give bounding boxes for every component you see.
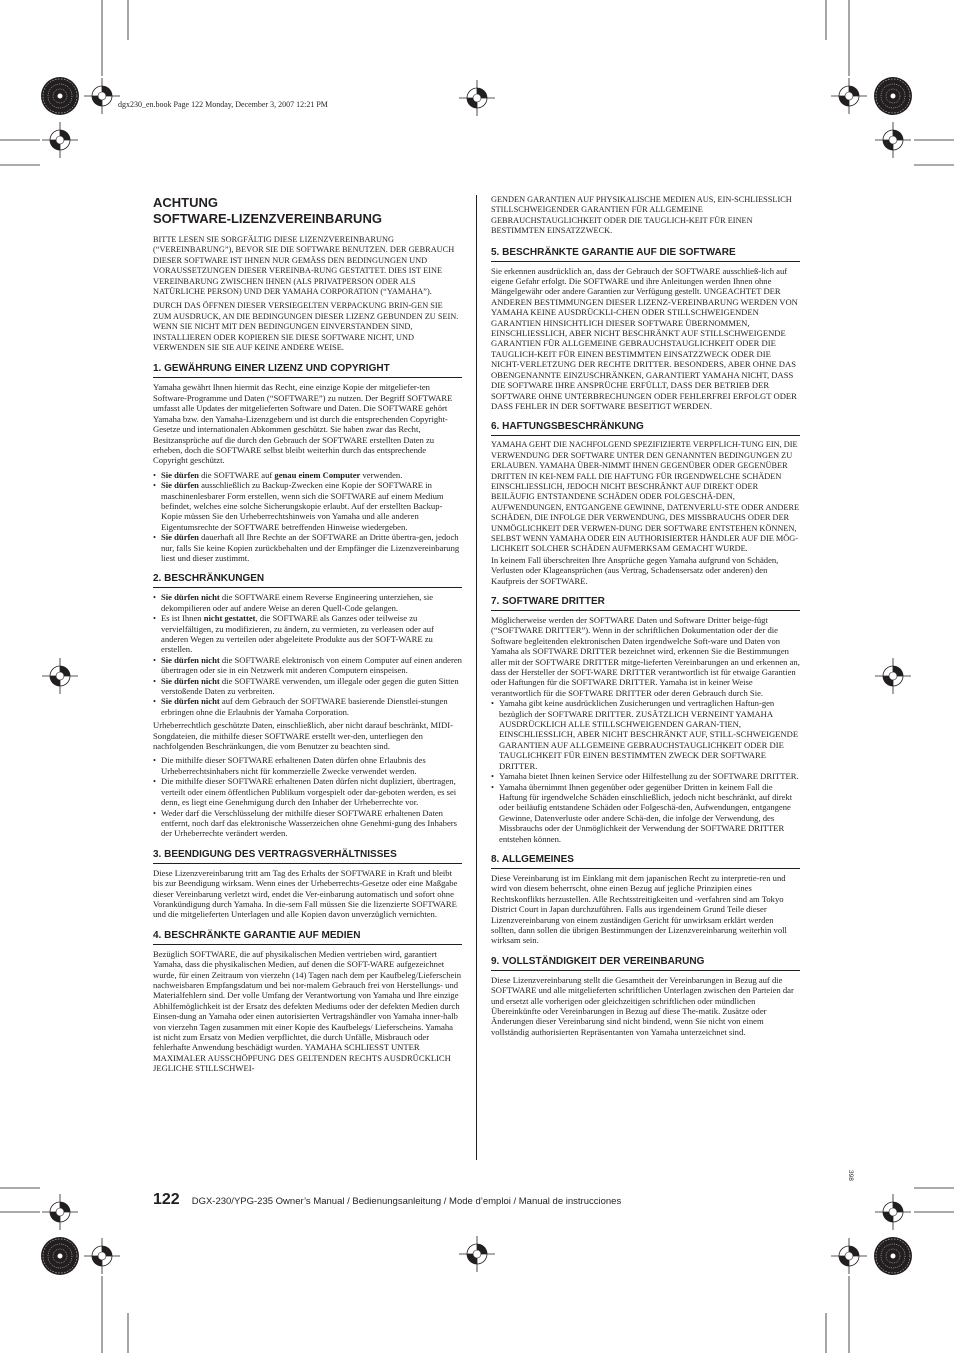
section-paragraph: Sie erkennen ausdrücklich an, dass der Gebrauch der SOFTWARE ausschließ-lich auf eigene Gefahr erfolgt. Die SOFTWARE und ihre Anleitungen werden Ihnen ohne Mängelgewähr oder andere Garantien zur Verfügung gestellt. UNGEACHTET DER ANDEREN BESTIMMUNGEN DIESER LIZENZ-VEREINBARUNG WERDEN VON YAMAHA KEINE AUSDRÜCKLI-CHEN ODER STILLSCHWEIGENDEN GARANTIEN HINSICHTLICH DIESER SOFTWARE ÜBERNOMMEN, EINSCHLIESSLICH, ABER NICHT BESCHRÄNKT AUF STILLSCHWEIGENDE GARANTIEN FÜR ALLGEMEINE GEBRAUCHSTAUGLICHKEIT ODER DIE TAUGLICH-KEIT FÜR EINEN BESTIMMTEN EINSATZZWECK ODER DIE NICHT-VERLETZUNG DER RECHTE DRITTER. BESONDERS, ABER OHNE DAS OBENGENANNTE EINZUSCHRÄNKEN, GARANTIERT YAMAHA NICHT, DASS DIE SOFTWARE IHRE ANSPRÜCHE ERFÜLLT, DASS DER BETRIEB DER SOFTWARE OHNE UNTERBRECHUNGEN ODER FEHLERFREI ERFOLGT ODER DASS FEHLER IN DER SOFTWARE BESEITIGT WERDEN. <box>491 265 798 411</box>
list-item: • Es ist Ihnen nicht gestattet, die SOFTWARE als Ganzes oder teilweise zu vervielfältigen, zu modifizieren, zu ändern, zu vermieten, zu verleasen oder auf anderen Wegen zu verteilen oder abgeleitete Produkte aus der SOFT-WARE zu erstellen. <box>153 613 462 655</box>
section-heading: 7. SOFTWARE DRITTER <box>491 596 800 611</box>
crosshair-mark <box>831 1238 867 1274</box>
crosshair-mark <box>459 1236 495 1272</box>
column-divider <box>476 195 477 1160</box>
crosshair-mark <box>875 658 911 694</box>
page-footer <box>153 1191 621 1209</box>
list-item: • Sie dürfen dauerhaft all Ihre Rechte an der SOFTWARE an Dritte übertra-gen, jedoch nur, falls Sie keine Kopien zurückbehalten und der Empfänger die Lizenzvereinbarung liest und dieser zustimmt. <box>153 532 462 563</box>
crosshair-mark <box>875 122 911 158</box>
manual-title: DGX-230/YPG-235 Owner’s Manual / Bedienungsanleitung / Mode d’emploi / Manual de instrucciones <box>191 1196 622 1207</box>
side-page-code: 398 <box>847 1170 854 1181</box>
section-heading: 1. GEWÄHRUNG EINER LIZENZ UND COPYRIGHT <box>153 363 462 378</box>
list-item: • Yamaha gibt keine ausdrücklichen Zusicherungen und vertraglichen Haftun-gen bezüglich der SOFTWARE DRITTER. ZUSÄTZLICH VERNEINT YAMAHA AUSDRÜCKLICH ALLE STILLSCHWEIGENDEN GARAN-TIEN, EINSCHLIESSLICH, ABER NICHT BESCHRÄNKT AUF, STILL-SCHWEIGENDE GARANTIEN AUF ALLGEMEINE GEBRAUCHSTAUGLICHKEIT ODER DIE TAUGLICHKEIT FÜR EINEN BESTIMMTEN ZWECK DER SOFTWARE DRITTER. <box>491 698 800 771</box>
intro-paragraph: DURCH DAS ÖFFNEN DIESER VERSIEGELTEN VERPACKUNG BRIN-GEN SIE ZUM AUSDRUCK, AN DIE BEDINGUNGEN DIESER LIZENZ GEBUNDEN ZU SEIN. WENN SIE NICHT MIT DEN BEDINGUNGEN EINVERSTANDEN SIND, INSTALLIEREN ODER KOPIEREN SIE DIESE SOFTWARE NICHT, UND VERWENDEN SIE SIE AUF KEINE ANDERE WEISE. <box>153 301 459 353</box>
crosshair-mark <box>831 78 867 114</box>
section-heading: 9. VOLLSTÄNDIGKEIT DER VEREINBARUNG <box>491 956 800 971</box>
list-item: • Sie dürfen nicht die SOFTWARE einem Reverse Engineering unterziehen, sie dekompilieren oder auf andere Weise an deren Quell-Code gelangen. <box>153 592 462 613</box>
section-heading: 6. HAFTUNGSBESCHRÄNKUNG <box>491 421 800 436</box>
crosshair-mark <box>84 1238 120 1274</box>
list-item: • Sie dürfen nicht die SOFTWARE elektronisch von einem Computer auf einen anderen übertragen oder sie in ein Netzwerk mit anderen Computern einspeisen. <box>153 655 462 676</box>
list-item: • Weder darf die Verschlüsselung der mithilfe dieser SOFTWARE erhaltenen Daten entfernt, noch darf das elektronische Wasserzeichen ohne Genehmi-gung des Inhabers der Urheberrechte verändert werden. <box>153 808 462 839</box>
section-heading: 5. BESCHRÄNKTE GARANTIE AUF DIE SOFTWARE <box>491 247 800 262</box>
list-item: • Sie dürfen nicht auf dem Gebrauch der SOFTWARE basierende Dienstlei-stungen erbringen ohne die Erlaubnis der Yamaha Corporation. <box>153 696 462 717</box>
intro-paragraph: BITTE LESEN SIE SORGFÄLTIG DIESE LIZENZVEREINBARUNG (“VEREINBARUNG”), BEVOR SIE DIE SOFTWARE BENUTZEN. DER GEBRAUCH DIESER SOFTWARE IST IHNEN NUR GEMÄSS DEN BEDINGUNGEN UND VORAUSSETZUNGEN DIESER VEREINBA-RUNG GESTATTET. DIES IST EINE VEREINBARUNG ZWISCHEN IHNEN (ALS PRIVATPERSON ODER ALS NATÜRLICHE PERSON) UND DER YAMAHA CORPORATION (“YAMAHA”). <box>153 235 455 297</box>
section-heading: 3. BEENDIGUNG DES VERTRAGSVERHÄLTNISSES <box>153 849 462 864</box>
section-heading: 2. BESCHRÄNKUNGEN <box>153 573 462 588</box>
section-paragraph: Bezüglich SOFTWARE, die auf physikalischen Medien vertrieben wird, garantiert Yamaha, dass die physikalischen Medien, auf denen die SOFT-WARE aufgezeichnet wurde, für einen Zeitraum von vierzehn (14) Tagen nach dem per Kaufbeleg/Lieferschein nachweisbaren Empfangsdatum und bei nor-malem Gebrauch frei von Herstellungs- und Materialfehlern sind. Der volle Umfang der Verantwortung von Yamaha und Ihre einzige Abhilfemöglichkeit ist der Ersatz des defekten Mediums oder der defekten Medien durch Einsen-dung an Yamaha oder einen autorisierten Vertragshändler von Yamaha inner-halb von vierzehn Tagen zusammen mit einer Kopie des Kaufbelegs/ Lieferscheins. Yamaha ist nicht zum Ersatz von Medien verpflichtet, die durch Unfälle, Misbrauch oder fehlerhafte Anwendung beschädigt wurden. YAMAHA SCHLIESST UNTER MAXIMALER AUSSCHÖPFUNG DES GELTENDEN RECHTS AUSDRÜCKLICH JEGLICHE STILLSCHWEI- <box>153 948 462 1074</box>
section-paragraph: Urheberrechtlich geschützte Daten, einschließlich, aber nicht darauf beschränkt, MIDI-Songdateien, die mithilfe dieser SOFTWARE erstellt wer-den, unterliegen den nachfolgenden Beschränkungen, die vom Benutzer zu beachten sind. <box>153 720 453 752</box>
document-title <box>153 195 462 226</box>
list-item: • Yamaha übernimmt Ihnen gegenüber oder gegenüber Dritten in keinem Fall die Haftung für irgendwelche Schäden einschließlich, jedoch nicht beschränkt, auf direkt oder beiläufig entstandene Schäden oder Folgeschä-den, Aufwendungen, entgangene Gewinne, Datenverluste oder andere Schä-den, die infolge der Verwendung, des Missbrauchs oder der Unmöglichkeit der Verwendung der SOFTWARE DRITTER entstehen können. <box>491 782 800 844</box>
list-item: • Sie dürfen ausschließlich zu Backup-Zwecken eine Kopie der SOFTWARE in maschinenlesbarer Form erstellen, wenn sich die SOFTWARE auf einem Medium befindet, welches eine solche Sicherungskopie erlaubt. Auf der erstellten Backup-Kopie müssen Sie den Urheberrechtshinweis von Yamaha und alle anderen Eigentumsrechte der SOFTWARE betreffenden Hinweise wiedergeben. <box>153 480 462 532</box>
corner-starburst-mark <box>874 1237 912 1275</box>
section-paragraph: Yamaha gewährt Ihnen hiermit das Recht, eine einzige Kopie der mitgeliefer-ten Software-Programme und Daten (“SOFTWARE”) zu nutzen. Der Begriff SOFTWARE umfasst alle Updates der mitgelieferten Software und Daten. Die SOFTWARE gehört Yamaha bzw. den Yamaha-Lizenzgebern und ist durch die entsprechenden Copyright-Gesetze und internationalen Abkommen geschützt. Sie haben zwar das Recht, Besitzansprüche auf die durch den Gebrauch der SOFTWARE erstellten Daten zu erheben, doch die SOFTWARE selbst bleibt weiterhin durch das entsprechende Copyright geschützt. <box>153 382 453 466</box>
list-item: • Die mithilfe dieser SOFTWARE erhaltenen Daten dürfen ohne Erlaubnis des Urheberrechtsinhabers nicht für kommerzielle Zwecke verwendet werden. <box>153 755 462 776</box>
section-paragraph: Diese Lizenzvereinbarung tritt am Tag des Erhalts der SOFTWARE in Kraft und bleibt bis zur Beendigung wirksam. Wenn eines der Urheberrechts-Gesetze oder eine Maßgabe dieser Vereinbarung verletzt wird, endet die Ver-einbarung automatisch und sofort ohne Vorankündigung durch Yamaha. In die-sem Fall müssen Sie die lizenzierte SOFTWARE und die mitgelieferten Unterlagen und alle Kopien davon unverzüglich vernichten. <box>153 867 458 920</box>
section-paragraph: Diese Vereinbarung ist im Einklang mit dem japanischen Recht zu interpretie-ren und wird von diesem beherrscht, ohne einen Bezug auf jegliche Prinzipien eines Rechtskonflikts herzustellen. Alle Rechtsstreitigkeiten und -verfahren sind am Tokyo District Court in Japan durchzuführen. Falls aus irgendeinem Grund Teile dieser Lizenzvereinbarung von einem zuständigen Gericht für unwirksam erklärt werden sollten, dann sollen die übrigen Bestimmungen der Lizenzvereinbarung weiterhin voll wirksam sein. <box>491 872 787 946</box>
crosshair-mark <box>42 658 78 694</box>
title-line-1: ACHTUNG <box>153 195 218 210</box>
list-item: • Sie dürfen nicht die SOFTWARE verwenden, um illegale oder gegen die guten Sitten verstoßende Daten zu verbreiten. <box>153 676 462 697</box>
bullet-list <box>153 592 462 717</box>
crosshair-mark <box>42 122 78 158</box>
crosshair-mark <box>42 1194 78 1230</box>
crosshair-mark <box>875 1194 911 1230</box>
left-column <box>153 195 462 1078</box>
list-item: • Sie dürfen die SOFTWARE auf genau einem Computer verwenden. <box>153 470 462 480</box>
page-number: 122 <box>153 1191 180 1208</box>
list-item: • Yamaha bietet Ihnen keinen Service oder Hilfestellung zu der SOFTWARE DRITTER. <box>491 771 800 781</box>
section-paragraph: YAMAHA GEHT DIE NACHFOLGEND SPEZIFIZIERTE VERPFLICH-TUNG EIN, DIE VERWENDUNG DER SOFTWARE UNTER DEN GENANNTEN BEDINGUNGEN ZU ERLAUBEN. YAMAHA ÜBER-NIMMT IHNEN GEGENÜBER ODER GEGENÜBER DRITTEN IN KEI-NEM FALL DIE HAFTUNG FÜR IRGENDWELCHE SCHÄDEN EINSCHLIESSLICH, JEDOCH NICHT BESCHRÄNKT AUF DIREKT ODER BEILÄUFIG ENTSTANDENE SCHÄDEN ODER FOLGESCHÄ-DEN, AUFWENDUNGEN, ENTGANGENE GEWINNE, DATENVERLU-STE ODER ANDERE SCHÄDEN, DIE INFOLGE DER VERWENDUNG, DES MISSBRAUCHS ODER DER UNMÖGLICHKEIT DER VERWEN-DUNG DER SOFTWARE ENTSTEHEN KÖNNEN, SELBST WENN YAMAHA ODER EIN AUTHORISIERTER HÄNDLER AUF DIE MÖG-LICHKEIT SOLCHER SCHÄDEN AUFMERKSAM GEMACHT WURDE. <box>491 440 800 554</box>
corner-starburst-mark <box>41 1237 79 1275</box>
section-paragraph: Möglicherweise werden der SOFTWARE Daten und Software Dritter beige-fügt (“SOFTWARE DRITTER”). Wenn in der schriftlichen Dokumentation oder der die Software begleitenden elektronischen Daten irgendwelche Soft-ware und Daten von Yamaha als SOFTWARE DRITTER bezeichnet wird, erkennen Sie die Bestimmungen aller mit der SOFTWARE DRITTER mitge-lieferten Vereinbarungen an und erkennen an, dass der Hersteller der SOFT-WARE DRITTER verantwortlich ist für etwaige Garantien oder Haftungen für die SOFTWARE DRITTER. Yamaha ist in keiner Weise verantwortlich für die SOFTWARE DRITTER oder deren Gebrauch durch Sie. <box>491 615 800 698</box>
section-paragraph: Diese Lizenzvereinbarung stellt die Gesamtheit der Vereinbarungen in Bezug auf die SOFTWARE und alle mitgelieferten schriftlichen Unterlagen zwischen den Parteien dar und ersetzt alle vorherigen oder gleichzeitigen schriftlichen oder mündlichen Übereinkünfte oder Vereinbarungen in Bezug auf diese The-matik. Zusätze oder Änderungen dieser Vereinbarung sind nicht bindend, wenn Sie nicht von einem vollständig authorisierten Repräsentanten von Yamaha unterzeichnet sind. <box>491 974 794 1037</box>
bullet-list <box>491 698 800 844</box>
title-line-2: SOFTWARE-LIZENZVEREINBARUNG <box>153 210 382 226</box>
bullet-list <box>153 470 462 564</box>
list-item: • Die mithilfe dieser SOFTWARE erhaltenen Daten dürfen nicht dupliziert, übertragen, verteilt oder einem öffentlichen Publikum vorgespielt oder dar-geboten werden, es sei denn, es liegt eine Genehmigung durch den Inhaber der Urheberrechte vor. <box>153 776 462 807</box>
bullet-list <box>153 755 462 838</box>
corner-starburst-mark <box>41 77 79 115</box>
right-column <box>491 195 800 1041</box>
section-paragraph: In keinem Fall überschreiten Ihre Ansprüche gegen Yamaha aufgrund von Schäden, Verlusten oder Klageansprüchen (aus Vertrag, Schadensersatz oder anderen) den Kaufpreis der SOFTWARE. <box>491 554 779 586</box>
corner-starburst-mark <box>874 77 912 115</box>
crosshair-mark <box>459 80 495 116</box>
print-header: dgx230_en.book Page 122 Monday, December 3, 2007 12:21 PM <box>118 100 328 109</box>
crosshair-mark <box>84 78 120 114</box>
section-heading: 8. ALLGEMEINES <box>491 854 800 869</box>
section-paragraph: GENDEN GARANTIEN AUF PHYSIKALISCHE MEDIEN AUS, EIN-SCHLIESSLICH STILLSCHWEIGENDER GARANTIEN FÜR ALLGEMEINE GEBRAUCHSTAUGLICHKEIT ODER DIE TAUGLICH-KEIT FÜR EINEN BESTIMMTEN EINSATZZWECK. <box>491 195 792 236</box>
section-heading: 4. BESCHRÄNKTE GARANTIE AUF MEDIEN <box>153 930 462 945</box>
